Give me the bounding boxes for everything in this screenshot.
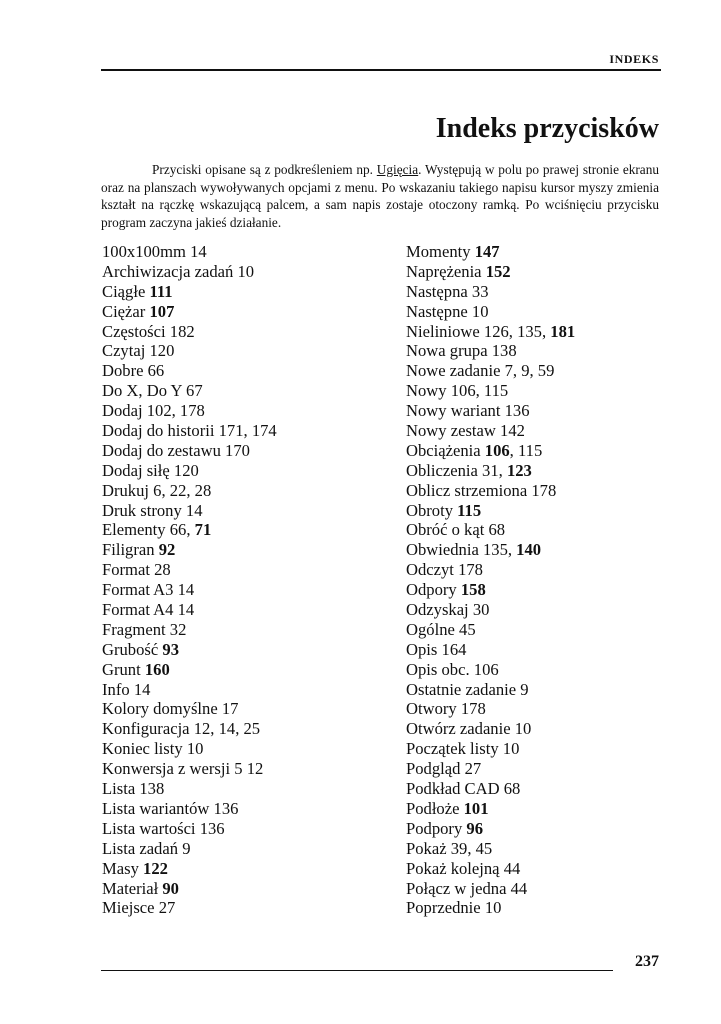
index-pages: 27 [464, 759, 482, 779]
index-term: Nowy [406, 381, 447, 401]
index-term: Format A4 [102, 600, 174, 620]
index-pages: 170 [225, 440, 250, 460]
index-term: 100x100mm [102, 242, 186, 261]
index-entry [102, 461, 277, 481]
index-entry [406, 759, 575, 779]
index-term: Nowe zadanie [406, 361, 501, 381]
index-main-page: 158 [460, 580, 486, 600]
index-entry [406, 262, 575, 282]
index-entry [102, 779, 277, 799]
index-term: Kolory domyślne [102, 699, 218, 719]
index-main-page: 92 [158, 540, 176, 560]
index-entry [406, 799, 575, 819]
index-entry [102, 302, 277, 322]
index-pages: 178 [460, 699, 486, 719]
index-entry [406, 879, 575, 899]
index-term: Nowy zestaw [406, 421, 496, 441]
index-entry [406, 819, 575, 839]
index-pages: 178 [531, 480, 557, 500]
index-entry [102, 540, 277, 560]
index-term: Lista zadań [102, 838, 179, 858]
index-term: Połącz w jedna [406, 878, 507, 898]
index-entry [102, 759, 277, 779]
index-pages: 178 [458, 560, 483, 580]
index-pages: 10 [237, 261, 255, 281]
index-pages: 68 [488, 520, 506, 540]
index-term: Konfiguracja [102, 719, 190, 739]
index-term: Filigran [102, 540, 155, 560]
index-term: Druk strony [102, 500, 182, 520]
running-header: INDEKS [609, 52, 659, 66]
index-entry [102, 520, 277, 540]
index-entry [102, 282, 277, 302]
index-term: Dodaj siłę [102, 460, 170, 480]
index-entry [406, 660, 575, 680]
index-term: Do X, Do Y [102, 381, 182, 401]
intro-text-before: Przyciski opisane są z podkreśleniem np. [152, 162, 377, 177]
intro-paragraph [101, 161, 659, 231]
index-entry [406, 680, 575, 700]
index-entry [102, 322, 277, 342]
index-term: Obroty [406, 500, 454, 520]
index-entry [406, 859, 575, 879]
index-entry [102, 699, 277, 719]
index-term: Opis [406, 639, 438, 659]
index-term: Nowy wariant [406, 401, 501, 421]
index-entry [102, 341, 277, 361]
index-pages: 67 [186, 381, 203, 401]
index-entry [406, 719, 575, 739]
index-entry [406, 302, 575, 322]
index-entry [406, 739, 575, 759]
index-pages: 102, 178 [146, 401, 205, 421]
index-pages: 66 [147, 361, 165, 381]
index-term: Nowa grupa [406, 341, 488, 361]
index-entry [102, 879, 277, 899]
index-entry [102, 719, 277, 739]
underlined-example: Ugięcia [376, 162, 419, 177]
index-pages: 39, 45 [450, 838, 493, 858]
index-term: Info [102, 679, 130, 699]
index-term: Ciężar [102, 301, 146, 321]
index-pages: 14 [190, 242, 207, 261]
index-term: Częstości [102, 321, 166, 341]
index-term: Opis obc. [406, 659, 470, 679]
index-entry [102, 739, 277, 759]
index-entry [406, 520, 575, 540]
index-term: Podłoże [406, 798, 460, 818]
index-entry [102, 660, 277, 680]
index-term: Podpory [406, 818, 463, 838]
index-pages: 10 [502, 739, 520, 759]
index-term: Początek listy [406, 739, 499, 759]
index-main-page: 122 [143, 858, 168, 878]
intro-text-after: . Występują w polu po prawej stronie ekranu oraz na planszach wywoływanych opcjami z menu. Po wskazaniu takiego napisu kursor myszy zmienia kształt na rączkę wskazującą palcem, a sam napis zostaje otoczony ramką. Po wciśnięciu przycisku program zaczyna jakieś działanie. [101, 162, 659, 230]
index-pages: 14 [177, 600, 195, 620]
index-pages: 138 [139, 779, 165, 799]
index-pages: 136 [199, 818, 225, 838]
index-entry [102, 680, 277, 700]
index-entry [102, 799, 277, 819]
index-pages: 120 [149, 341, 175, 361]
index-main-page: 181 [550, 321, 576, 341]
index-main-page: 140 [516, 540, 542, 560]
index-pages: 30 [472, 600, 490, 620]
index-term: Drukuj [102, 480, 150, 500]
index-entry [406, 421, 575, 441]
index-entry [406, 461, 575, 481]
index-term: Lista wariantów [102, 798, 210, 818]
index-term: Następne [406, 301, 468, 321]
index-term: Grubość [102, 639, 159, 659]
index-pages: 120 [173, 460, 199, 480]
index-main-page: 101 [463, 798, 489, 818]
index-term: Dodaj [102, 401, 143, 421]
index-term: Ciągłe [102, 281, 146, 301]
index-term: Podgląd [406, 759, 461, 779]
index-term: Obciążenia [406, 440, 481, 460]
index-main-page: 96 [466, 818, 483, 838]
index-term: Czytaj [102, 341, 146, 361]
index-term: Konwersja z wersji 5 [102, 759, 243, 779]
index-term: Materiał [102, 878, 159, 898]
index-term: Ostatnie zadanie [406, 679, 517, 699]
index-entry [406, 620, 575, 640]
index-entry [102, 819, 277, 839]
index-entry [102, 481, 277, 501]
index-pages: 12 [246, 759, 264, 779]
index-main-page: 111 [149, 281, 173, 301]
index-main-page: 152 [485, 261, 511, 281]
index-term: Następna [406, 281, 468, 301]
index-entry [102, 441, 277, 461]
index-entry [406, 560, 575, 580]
index-entry [406, 580, 575, 600]
index-term: Otwory [406, 699, 457, 719]
index-entry [102, 421, 277, 441]
index-column-right [406, 242, 575, 918]
index-entry [406, 441, 575, 461]
index-pages: 6, 22, 28 [153, 480, 212, 500]
index-pages: 10 [514, 719, 532, 739]
index-term: Masy [102, 858, 139, 878]
index-entry [406, 640, 575, 660]
index-pages: 27 [158, 898, 176, 918]
index-entry [406, 481, 575, 501]
index-pages: 135, [482, 540, 513, 560]
index-pages: 12, 14, 25 [193, 719, 261, 739]
index-entry [406, 699, 575, 719]
index-pages: 136 [504, 401, 530, 421]
index-pages: 66, [169, 520, 191, 540]
index-entry [406, 282, 575, 302]
page-title: Indeks przycisków [435, 113, 659, 144]
index-pages: 44 [510, 878, 528, 898]
index-main-page: 106 [484, 440, 510, 460]
index-entry [406, 898, 575, 918]
index-entry [406, 501, 575, 521]
index-term: Dodaj do historii [102, 421, 215, 441]
index-entry [102, 501, 277, 521]
index-pages: 68 [503, 779, 521, 799]
index-pages: 106, 115 [450, 381, 509, 401]
index-term: Odzyskaj [406, 600, 469, 620]
index-term: Dobre [102, 361, 144, 381]
index-column-left [102, 242, 277, 918]
index-term: Odpory [406, 580, 457, 600]
index-term: Pokaż kolejną [406, 858, 500, 878]
index-term: Miejsce [102, 898, 155, 918]
index-entry [406, 341, 575, 361]
index-pages: 14 [177, 580, 195, 600]
index-term: Lista [102, 779, 136, 799]
index-pages: 142 [500, 421, 525, 441]
index-pages: 10 [484, 898, 502, 918]
index-entry [102, 580, 277, 600]
index-term: Oblicz strzemiona [406, 480, 528, 500]
index-pages: 10 [186, 739, 204, 759]
index-entry [406, 839, 575, 859]
index-term: Podkład CAD [406, 779, 500, 799]
index-entry [406, 361, 575, 381]
index-entry [406, 600, 575, 620]
index-term: Format A3 [102, 580, 174, 600]
index-pages: 164 [441, 639, 467, 659]
index-main-page: 93 [162, 639, 179, 659]
index-pages: 106 [473, 659, 499, 679]
index-entry [102, 859, 277, 879]
index-term: Archiwizacja zadań [102, 261, 234, 281]
index-pages-after: , 115 [509, 440, 543, 460]
index-entry [406, 779, 575, 799]
index-pages: 138 [491, 341, 517, 361]
index-entry [102, 242, 277, 262]
index-term: Dodaj do zestawu [102, 440, 221, 460]
index-main-page: 107 [149, 301, 175, 321]
index-term: Obwiednia [406, 540, 479, 560]
index-pages: 9 [182, 838, 191, 858]
index-term: Nieliniowe [406, 321, 480, 341]
index-pages: 33 [471, 281, 489, 301]
index-pages: 126, 135, [483, 321, 547, 341]
index-pages: 7, 9, 59 [504, 361, 555, 381]
index-term: Obliczenia [406, 460, 478, 480]
index-entry [102, 620, 277, 640]
index-entry [102, 839, 277, 859]
index-term: Lista wartości [102, 818, 196, 838]
index-main-page: 115 [457, 500, 482, 520]
index-pages: 171, 174 [218, 421, 277, 441]
index-entry [102, 898, 277, 918]
index-main-page: 71 [194, 520, 212, 540]
index-term: Naprężenia [406, 261, 482, 281]
index-term: Elementy [102, 520, 166, 540]
index-entry [406, 322, 575, 342]
index-entry [406, 540, 575, 560]
index-term: Fragment [102, 619, 166, 639]
index-term: Obróć o kąt [406, 520, 485, 540]
index-term: Momenty [406, 242, 471, 261]
index-term: Otwórz zadanie [406, 719, 511, 739]
index-main-page: 160 [144, 659, 170, 679]
index-main-page: 90 [162, 878, 179, 898]
index-entry [102, 640, 277, 660]
index-pages: 10 [471, 301, 489, 321]
index-pages: 182 [169, 321, 195, 341]
index-pages: 31, [482, 460, 503, 480]
index-term: Format [102, 560, 150, 580]
index-pages: 9 [520, 679, 529, 699]
index-main-page: 123 [506, 460, 532, 480]
index-term: Ogólne [406, 619, 455, 639]
index-term: Pokaż [406, 838, 447, 858]
index-pages: 14 [133, 679, 151, 699]
index-pages: 45 [459, 619, 476, 639]
index-term: Grunt [102, 659, 141, 679]
index-entry [406, 242, 575, 262]
header-rule [101, 69, 661, 71]
footer-rule [101, 970, 613, 971]
index-term: Poprzednie [406, 898, 481, 918]
index-main-page: 147 [474, 242, 500, 261]
index-entry [102, 361, 277, 381]
index-entry [406, 381, 575, 401]
index-entry [102, 262, 277, 282]
index-entry [406, 401, 575, 421]
index-pages: 17 [221, 699, 239, 719]
index-entry [102, 401, 277, 421]
page-number: 237 [635, 953, 659, 970]
index-term: Odczyt [406, 560, 454, 580]
index-term: Koniec listy [102, 739, 183, 759]
index-pages: 28 [154, 560, 171, 580]
index-pages: 44 [503, 858, 521, 878]
index-entry [102, 600, 277, 620]
index-pages: 32 [169, 619, 187, 639]
index-entry [102, 560, 277, 580]
index-pages: 14 [185, 500, 203, 520]
index-entry [102, 381, 277, 401]
index-pages: 136 [213, 798, 239, 818]
